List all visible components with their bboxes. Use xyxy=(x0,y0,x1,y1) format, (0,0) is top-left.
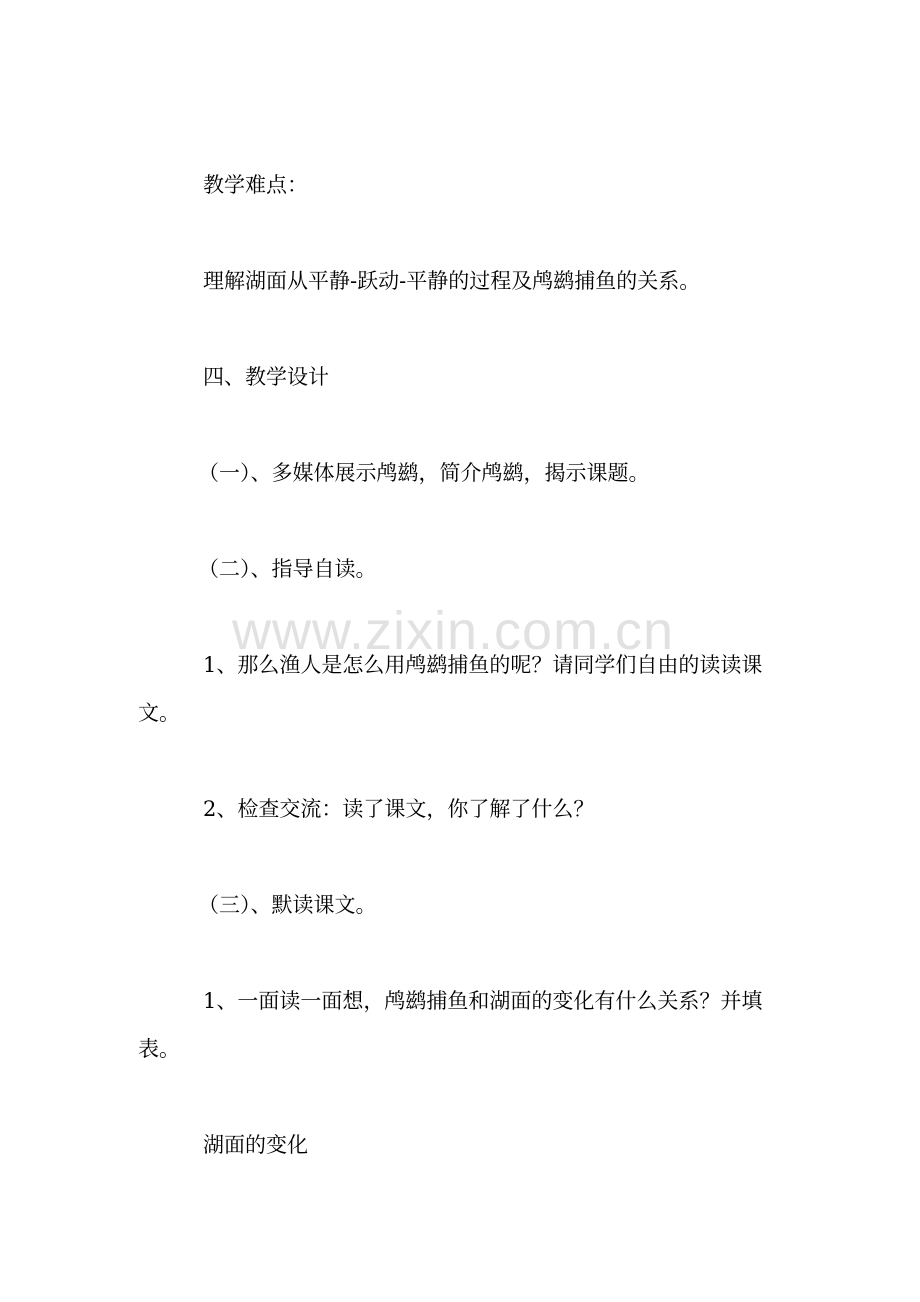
question-1-read-text: 1、那么渔人是怎么用鸬鹚捕鱼的呢？请同学们自由的读读课文。 xyxy=(138,653,763,725)
section-heading-teaching-design: 四、教学设计 xyxy=(203,365,329,389)
question-2-check-exchange: 2、检查交流：读了课文，你了解了什么？ xyxy=(203,797,595,821)
step-1-multimedia: （一）、多媒体展示鸬鹚，简介鸬鹚，揭示课题。 xyxy=(198,461,650,485)
table-heading-lake-change: 湖面的变化 xyxy=(203,1133,308,1157)
question-1-fill-table: 1、一面读一面想，鸬鹚捕鱼和湖面的变化有什么关系？并填表。 xyxy=(138,989,763,1061)
step-3-silent-reading: （三）、默读课文。 xyxy=(198,893,377,917)
heading-teaching-difficulty: 教学难点： xyxy=(203,173,308,197)
paragraph-difficulty-content: 理解湖面从平静-跃动-平静的过程及鸬鹚捕鱼的关系。 xyxy=(203,269,701,293)
step-2-guided-reading: （二）、指导自读。 xyxy=(198,557,377,581)
watermark: www.zixin.com.cn xyxy=(232,601,675,661)
